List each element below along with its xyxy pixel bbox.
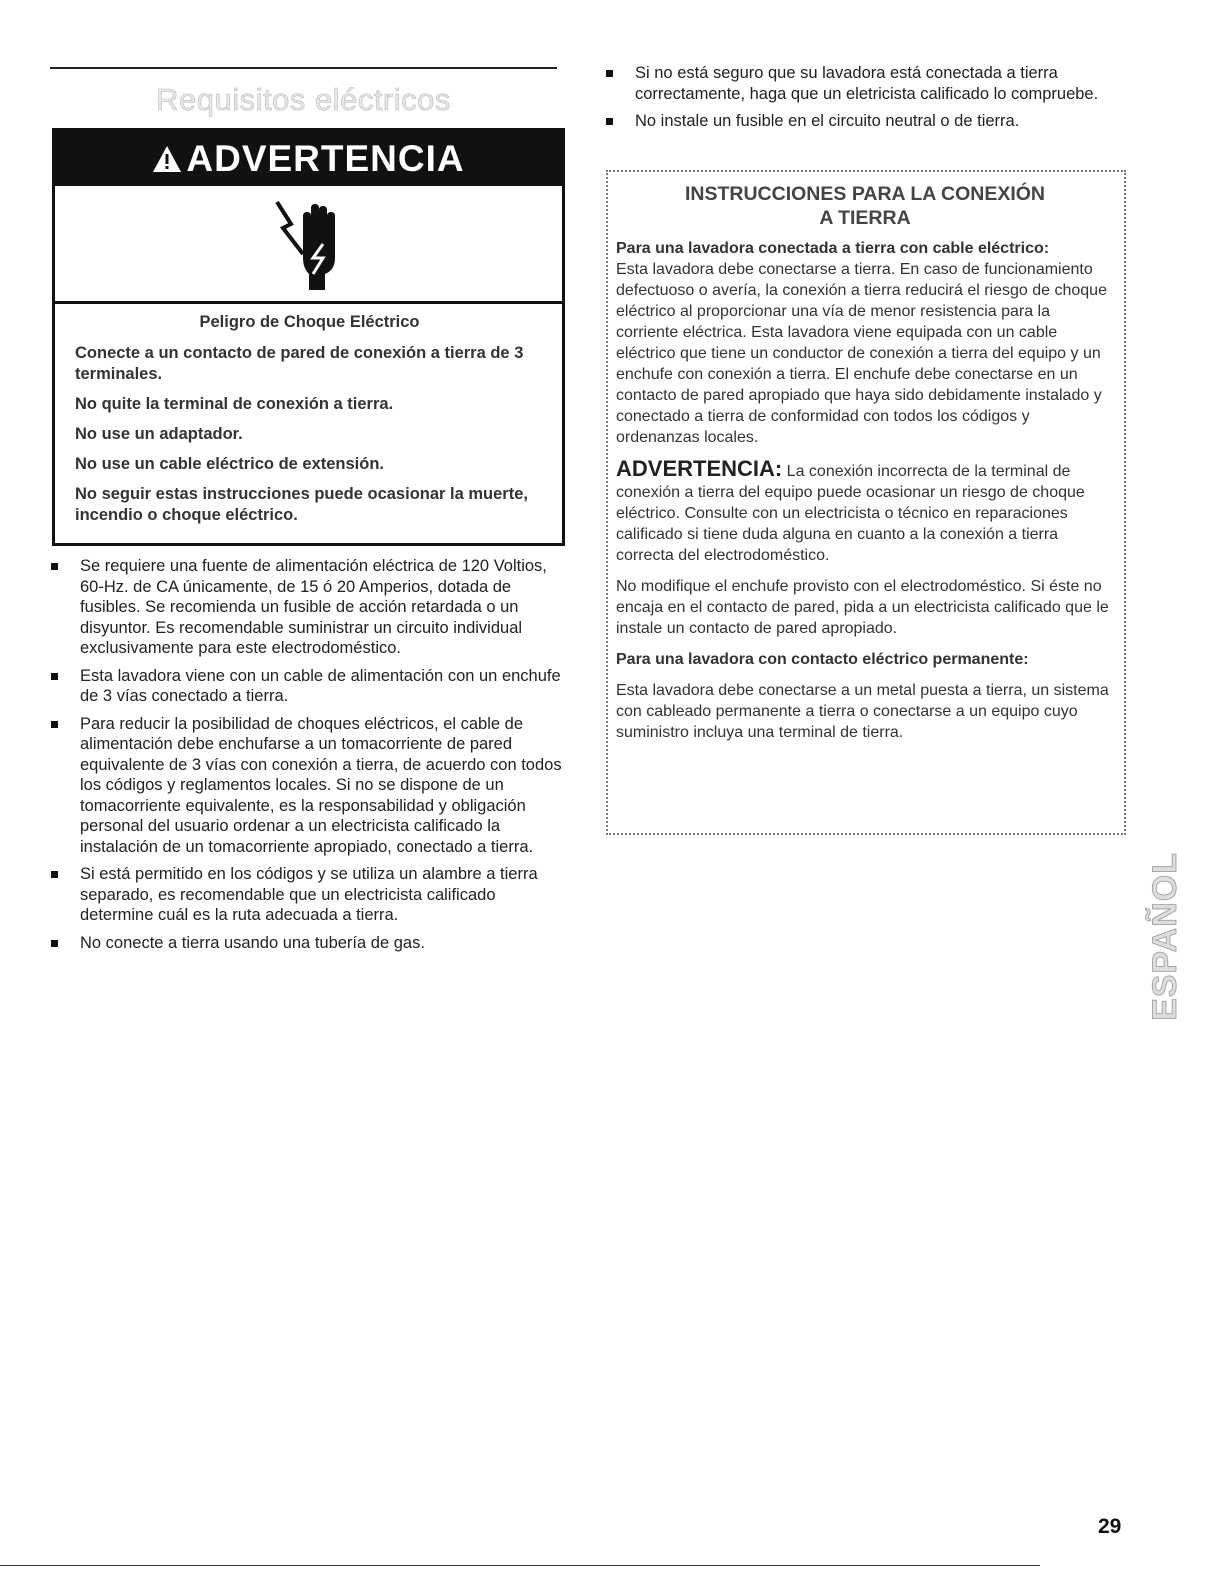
instructions-subheading: Para una lavadora conectada a tierra con cable eléctrico: (616, 240, 1050, 257)
warning-triangle-icon (152, 144, 182, 174)
instructions-title: INSTRUCCIONES PARA LA CONEXIÓN A TIERRA (684, 183, 1046, 229)
list-item: Si no está seguro que su lavadora está conectada a tierra correctamente, haga que un eletricista calificado lo compruebe. (603, 63, 1123, 104)
warning-header (55, 131, 562, 186)
warning-line: No seguir estas instrucciones puede ocasionar la muerte, incendio o choque eléctrico. (75, 485, 528, 524)
side-language-label: ESPAÑOL (1145, 851, 1184, 1021)
instructions-paragraph: Esta lavadora debe conectarse a un metal puesta a tierra, un sistema con cableado permanente a tierra o conectarse a un equipo cuyo suministro incluya una terminal de tierra. (616, 682, 1109, 741)
top-rule (50, 67, 557, 69)
list-item: Si está permitido en los códigos y se utiliza un alambre a tierra separado, es recomendable que un electricista calificado determine cuál es la ruta adecuada a tierra. (48, 864, 568, 926)
warning-line: Conecte a un contacto de pared de conexión a tierra de 3 terminales. (75, 344, 524, 383)
bullet-square-icon (51, 721, 58, 728)
page-number: 29 (1098, 1515, 1122, 1538)
instructions-paragraph: No modifique el enchufe provisto con el electrodoméstico. Si éste no encaja en el contacto de pared, pida a un electricista calificado que le instale un contacto de pared apropiado. (616, 578, 1109, 637)
list-item: Se requiere una fuente de alimentación eléctrica de 120 Voltios, 60-Hz. de CA únicamente, de 15 ó 20 Amperios, dotada de fusibles. Se recomienda un fusible de acción retardada o un disyuntor. Es recomendable suministrar un circuito individual exclusivamente para este electrodoméstico. (48, 556, 568, 659)
instructions-warning: ADVERTENCIA: La conexión incorrecta de la terminal de conexión a tierra del equipo puede ocasionar un riesgo de choque eléctrico. Consulte con un electricista o técnico en reparaciones calificado si tiene duda alguna en cuanto a la conexión a tierra correcta del electrodoméstico. (616, 456, 1085, 564)
list-item: No instale un fusible en el circuito neutral o de tierra. (603, 111, 1123, 132)
bullet-square-icon (606, 70, 613, 77)
warning-header-text: ADVERTENCIA (186, 137, 465, 179)
instructions-paragraph: Esta lavadora debe conectarse a tierra. En caso de funcionamiento defectuoso o avería, la conexión a tierra reducirá el riesgo de choque eléctrico al proporcionar una vía de menor resistencia para la corriente eléctrica. Esta lavadora viene equipada con un cable eléctrico que tiene un conductor de conexión a tierra del equipo y un enchufe con conexión a tierra. El enchufe debe conectarse en un contacto de pared apropiado que haya sido debidamente instalado y conectado a tierra de conformidad con todos los códigos y ordenanzas locales. (616, 261, 1107, 446)
left-bullet-list (48, 556, 568, 960)
warning-box (52, 128, 565, 546)
section-title: Requisitos eléctricos (156, 82, 451, 117)
bullet-square-icon (51, 673, 58, 680)
bottom-rule (0, 1565, 1040, 1566)
list-item: Esta lavadora viene con un cable de alimentación con un enchufe de 3 vías conectado a tierra. (48, 666, 568, 707)
bullet-square-icon (606, 118, 613, 125)
instructions-subheading: Para una lavadora con contacto eléctrico permanente: (616, 651, 1029, 668)
bullet-square-icon (51, 940, 58, 947)
bullet-square-icon (51, 563, 58, 570)
list-item: No conecte a tierra usando una tubería de gas. (48, 933, 568, 954)
warning-line: No use un cable eléctrico de extensión. (75, 455, 385, 473)
shock-hazard-area (55, 186, 562, 304)
warning-label: ADVERTENCIA: (616, 456, 783, 481)
list-item: Para reducir la posibilidad de choques eléctricos, el cable de alimentación debe enchufarse a un tomacorriente de pared equivalente de 3 vías con conexión a tierra, de acuerdo con todos los códigos y reglamentos locales. Si no se dispone de un tomacorriente equivalente, es la responsabilidad y obligación personal del usuario ordenar a un electricista calificado la instalación de un tomacorriente apropiado, conectado a tierra. (48, 714, 568, 858)
bullet-square-icon (51, 871, 58, 878)
electric-shock-hand-icon (273, 198, 353, 293)
warning-line: No quite la terminal de conexión a tierra. (75, 395, 394, 413)
hazard-title: Peligro de Choque Eléctrico (199, 313, 420, 331)
grounding-instructions-box (606, 170, 1126, 835)
warning-text (55, 304, 562, 526)
warning-line: No use un adaptador. (75, 425, 243, 443)
right-bullet-list (603, 63, 1123, 139)
